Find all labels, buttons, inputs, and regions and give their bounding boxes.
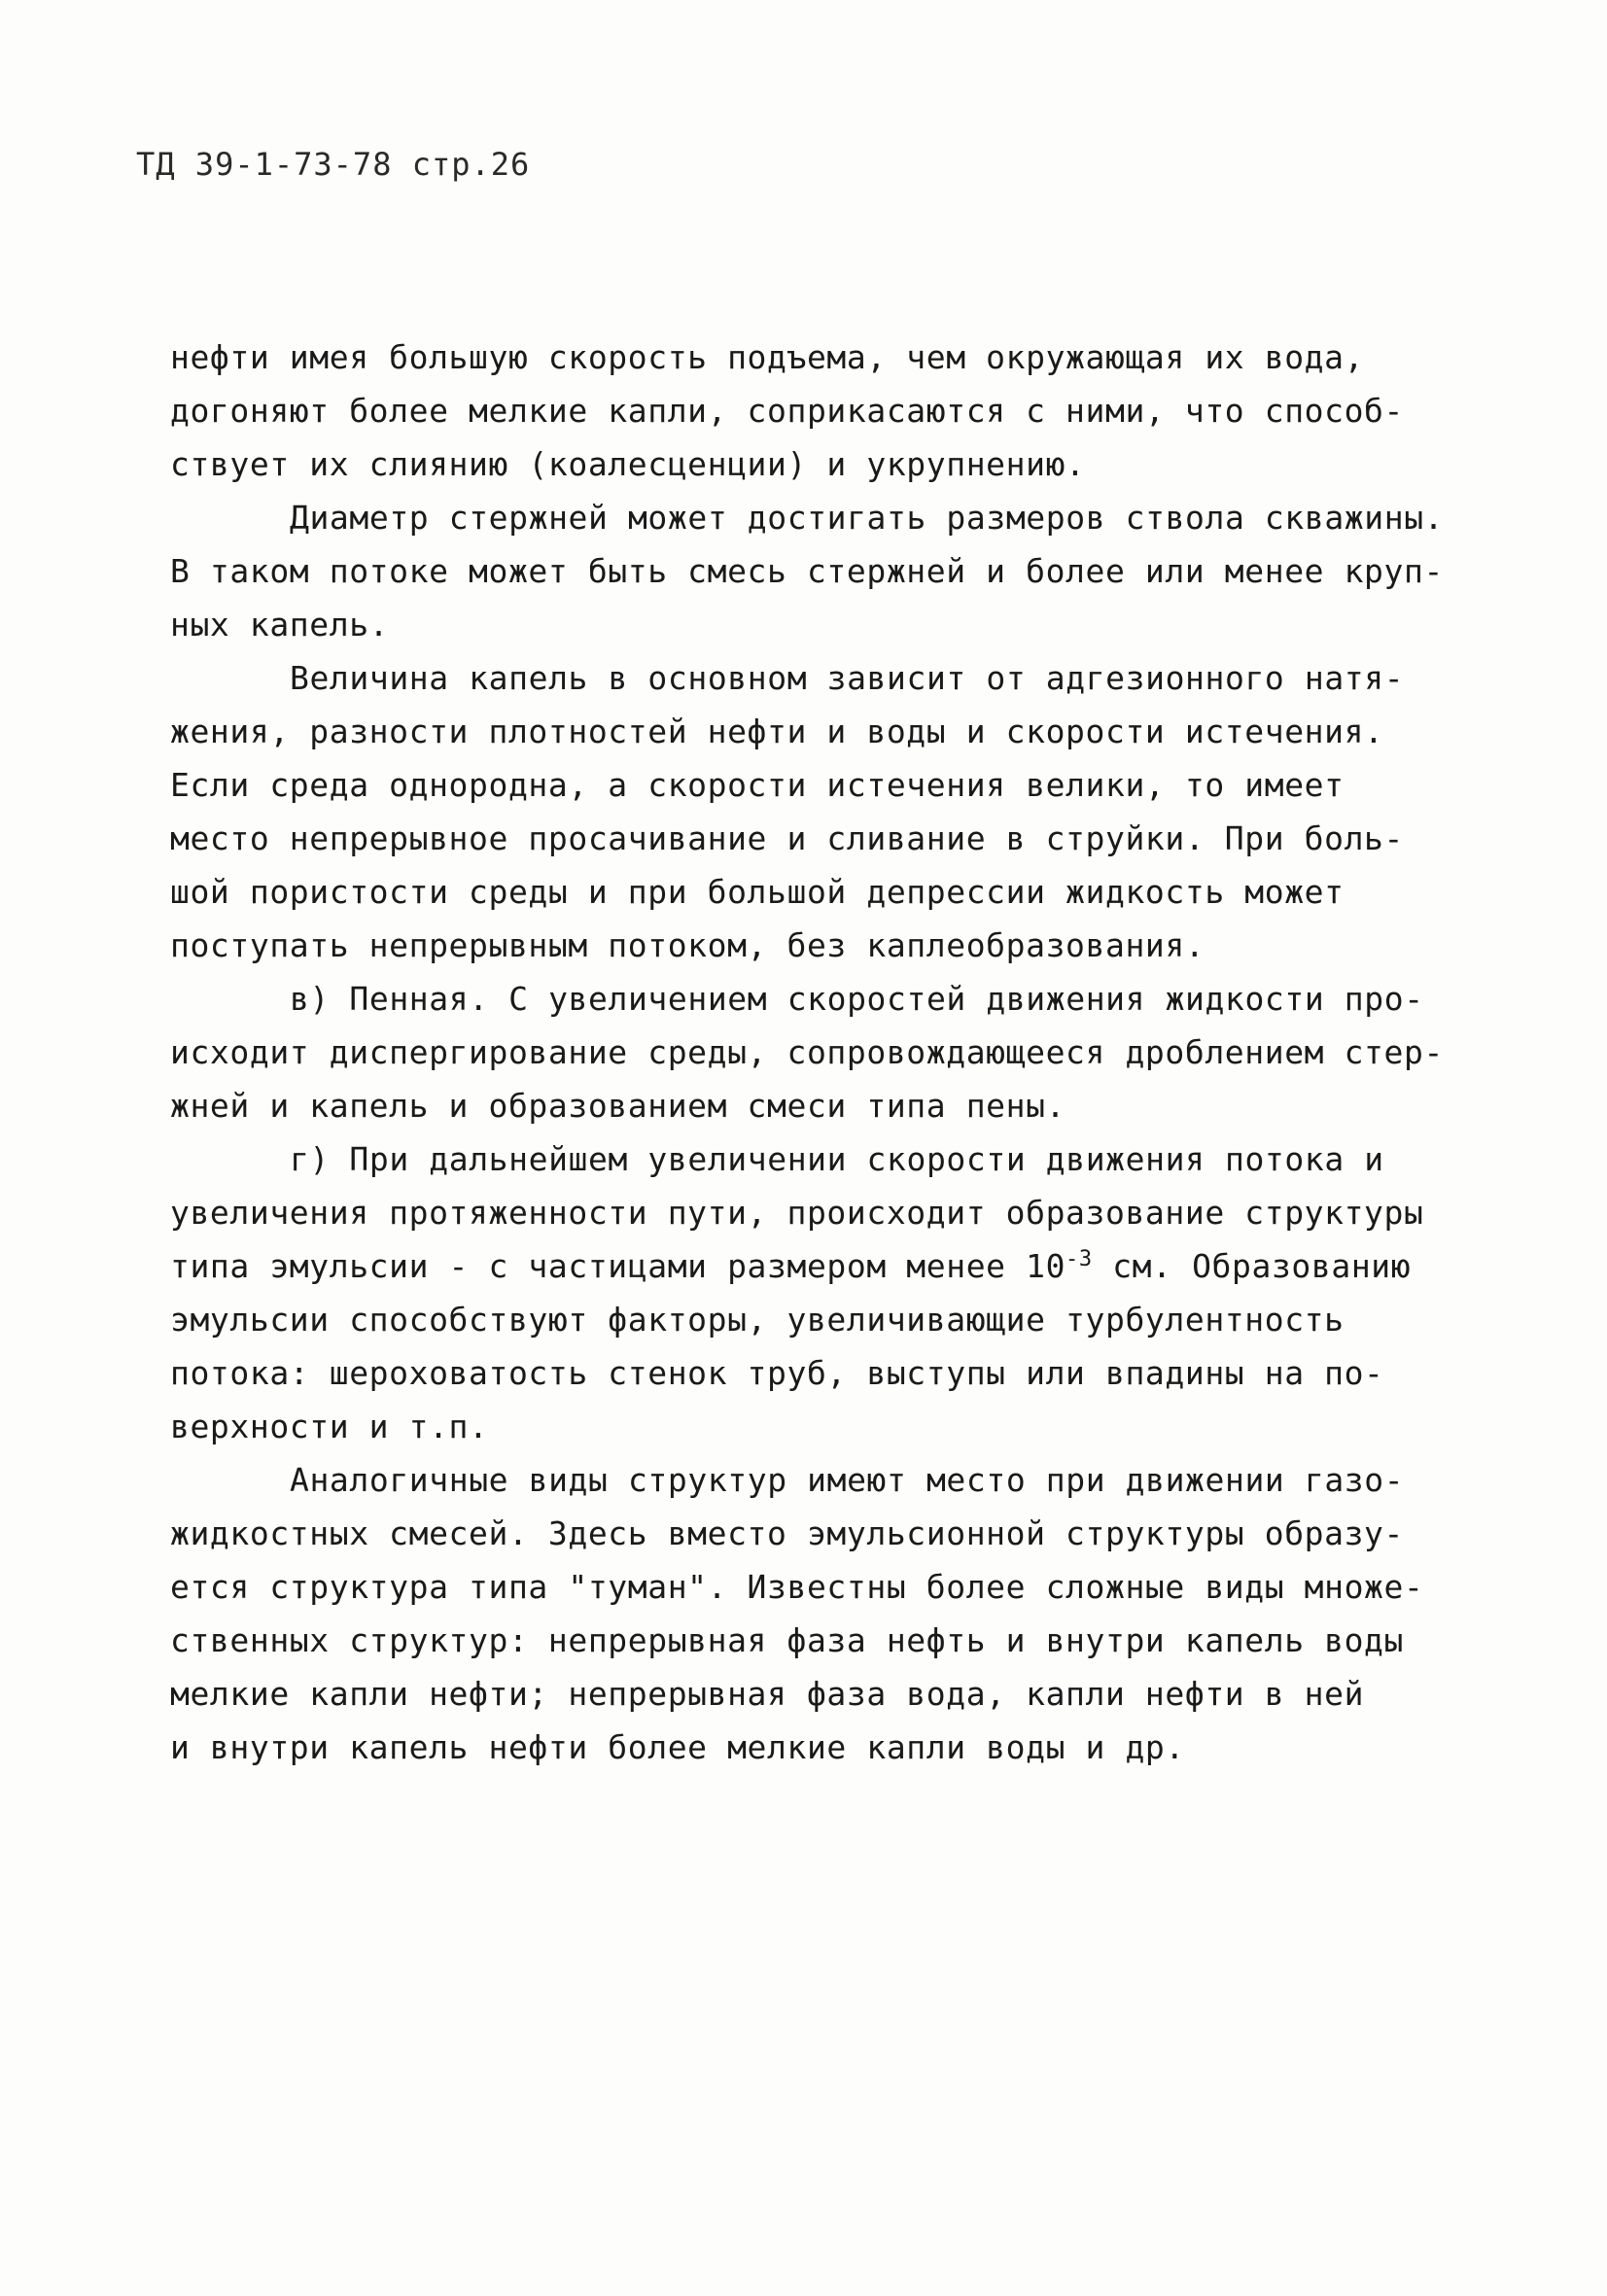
- text-line-23: жидкостных смесей. Здесь вместо эмульсионной структуры образу-: [170, 1514, 1404, 1552]
- text-line-2: догоняют более мелкие капли, соприкасаются с ними, что способ-: [170, 392, 1404, 430]
- text-line-4: Диаметр стержней может достигать размеров ствола скважины.: [290, 499, 1445, 537]
- text-line-8: жения, разности плотностей нефти и воды и скорости истечения.: [170, 713, 1384, 750]
- text-line-12: поступать непрерывным потоком, без каплеобразования.: [170, 926, 1205, 964]
- text-line-26: мелкие капли нефти; непрерывная фаза вода, капли нефти в ней: [170, 1675, 1365, 1713]
- text-line-18-after: см. Образованию: [1092, 1247, 1412, 1285]
- text-line-18: [170, 1239, 1473, 1293]
- text-line-27: и внутри капель нефти более мелкие капли воды и др.: [170, 1728, 1185, 1766]
- text-line-1: нефти имея большую скорость подъема, чем окружающая их вода,: [170, 338, 1365, 376]
- text-line-21: верхности и т.п.: [170, 1408, 489, 1445]
- text-line-10: место непрерывное просачивание и сливание в струйки. При боль-: [170, 819, 1404, 857]
- text-line-14: исходит диспергирование среды, сопровождающееся дроблением стер-: [170, 1033, 1444, 1071]
- running-header: ТД 39-1-73-78 стр.26: [136, 146, 531, 183]
- text-line-7: Величина капель в основном зависит от адгезионного натя-: [290, 659, 1405, 697]
- text-line-18-before: типа эмульсии - с частицами размером менее 10: [170, 1247, 1066, 1285]
- text-line-11: шой пористости среды и при большой депрессии жидкость может: [170, 873, 1345, 911]
- text-line-25: ственных структур: непрерывная фаза нефть и внутри капель воды: [170, 1621, 1404, 1659]
- text-line-17: увеличения протяженности пути, происходит образование структуры: [170, 1194, 1424, 1232]
- text-line-19: эмульсии способствуют факторы, увеличивающие турбулентность: [170, 1301, 1345, 1339]
- text-line-22: Аналогичные виды структур имеют место при движении газо-: [290, 1461, 1405, 1499]
- text-line-20: потока: шероховатость стенок труб, выступы или впадины на по-: [170, 1354, 1384, 1392]
- text-line-16: г) При дальнейшем увеличении скорости движения потока и: [290, 1140, 1384, 1178]
- document-body: [170, 330, 1473, 1774]
- text-line-15: жней и капель и образованием смеси типа пены.: [170, 1087, 1066, 1125]
- text-line-13: в) Пенная. С увеличением скоростей движения жидкости про-: [290, 980, 1424, 1018]
- exponent-superscript: -3: [1066, 1247, 1093, 1271]
- text-line-5: В таком потоке может быть смесь стержней и более или менее круп-: [170, 552, 1444, 590]
- text-line-24: ется структура типа "туман". Известны более сложные виды множе-: [170, 1568, 1424, 1606]
- text-line-6: ных капель.: [170, 606, 390, 644]
- text-line-9: Если среда однородна, а скорости истечения велики, то имеет: [170, 766, 1345, 804]
- text-line-3: ствует их слиянию (коалесценции) и укрупнению.: [170, 445, 1086, 483]
